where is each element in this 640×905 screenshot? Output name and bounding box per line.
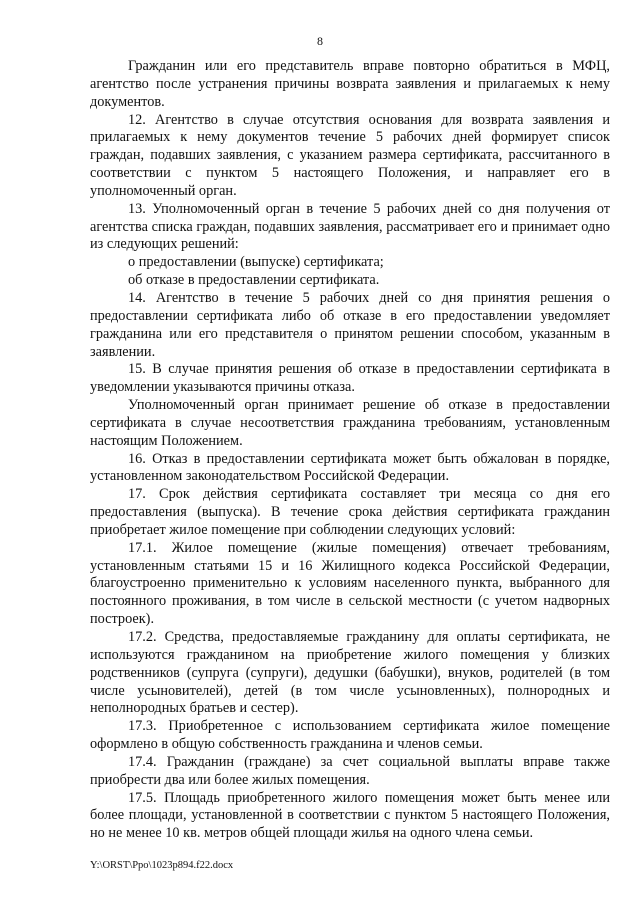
paragraph-17-3: 17.3. Приобретенное с использованием сертификата жилое помещение оформлено в общую собственность гражданина и членов семьи. xyxy=(90,718,610,753)
paragraph-17-1: 17.1. Жилое помещение (жилые помещения) отвечает требованиям, установленным статьями 15 и 16 Жилищного кодекса Российской Федерации, благоустроенно применительно к условиям населенного пункта, выбранного для постоянного проживания, в том числе в сельской местности (с учетом надворных построек). xyxy=(90,539,610,628)
paragraph-17-4: 17.4. Гражданин (граждане) за счет социальной выплаты вправе также приобрести два или более жилых помещения. xyxy=(90,753,610,788)
paragraph-17-2: 17.2. Средства, предоставляемые гражданину для оплаты сертификата, не используются гражданином на приобретение жилого помещения у близких родственников (супруга (супруги), дедушки (бабушки), внуков, родителей (в том числе усыновителей), детей (в том числе усыновленных), полнородных и неполнородных братьев и сестер). xyxy=(90,629,610,717)
paragraph-17: 17. Срок действия сертификата составляет три месяца со дня его предоставления (выпуска). В течение срока действия сертификата гражданин приобретает жилое помещение при соблюдении следующих условий: xyxy=(90,486,610,538)
paragraph-15-refusal-grounds: Уполномоченный орган принимает решение об отказе в предоставлении сертификата в случае несоответствия гражданина требованиям, установленным настоящим Положением. xyxy=(90,397,610,449)
paragraph-return-rights: Гражданин или его представитель вправе повторно обратиться в МФЦ, агентство после устранения причины возврата заявления и прилагаемых к нему документов. xyxy=(90,58,610,110)
file-path-footer: Y:\ORST\Ppo\1023p894.f22.docx xyxy=(90,860,234,871)
paragraph-12: 12. Агентство в случае отсутствия основания для возврата заявления и прилагаемых к нему документов течение 5 рабочих дней формирует список граждан, подавших заявления, с указанием размера сертификата, рассчитанного в соответствии с пунктом 5 настоящего Положения, и направляет его в уполномоченный орган. xyxy=(90,111,610,199)
paragraph-14: 14. Агентство в течение 5 рабочих дней со дня принятия решения о предоставлении сертификата либо об отказе в его предоставлении уведомляет гражданина или его представителя о принятом решении способом, указанным в заявлении. xyxy=(90,289,610,360)
paragraph-13-option-grant: о предоставлении (выпуске) сертификата; xyxy=(128,254,384,271)
paragraph-17-5: 17.5. Площадь приобретенного жилого помещения может быть менее или более площади, установленной в соответствии с пунктом 5 настоящего Положения, но не менее 10 кв. метров общей площади жилья на одного члена семьи. xyxy=(90,789,610,842)
paragraph-16: 16. Отказ в предоставлении сертификата может быть обжалован в порядке, установленном законодательством Российской Федерации. xyxy=(90,450,610,485)
document-body xyxy=(90,58,610,843)
paragraph-13: 13. Уполномоченный орган в течение 5 рабочих дней со дня получения от агентства списка граждан, подавших заявления, рассматривает его и принимает одно из следующих решений: xyxy=(90,200,610,253)
page-number: 8 xyxy=(317,34,323,48)
paragraph-13-option-refuse: об отказе в предоставлении сертификата. xyxy=(128,272,380,289)
paragraph-15: 15. В случае принятия решения об отказе в предоставлении сертификата в уведомлении указываются причины отказа. xyxy=(90,361,610,396)
